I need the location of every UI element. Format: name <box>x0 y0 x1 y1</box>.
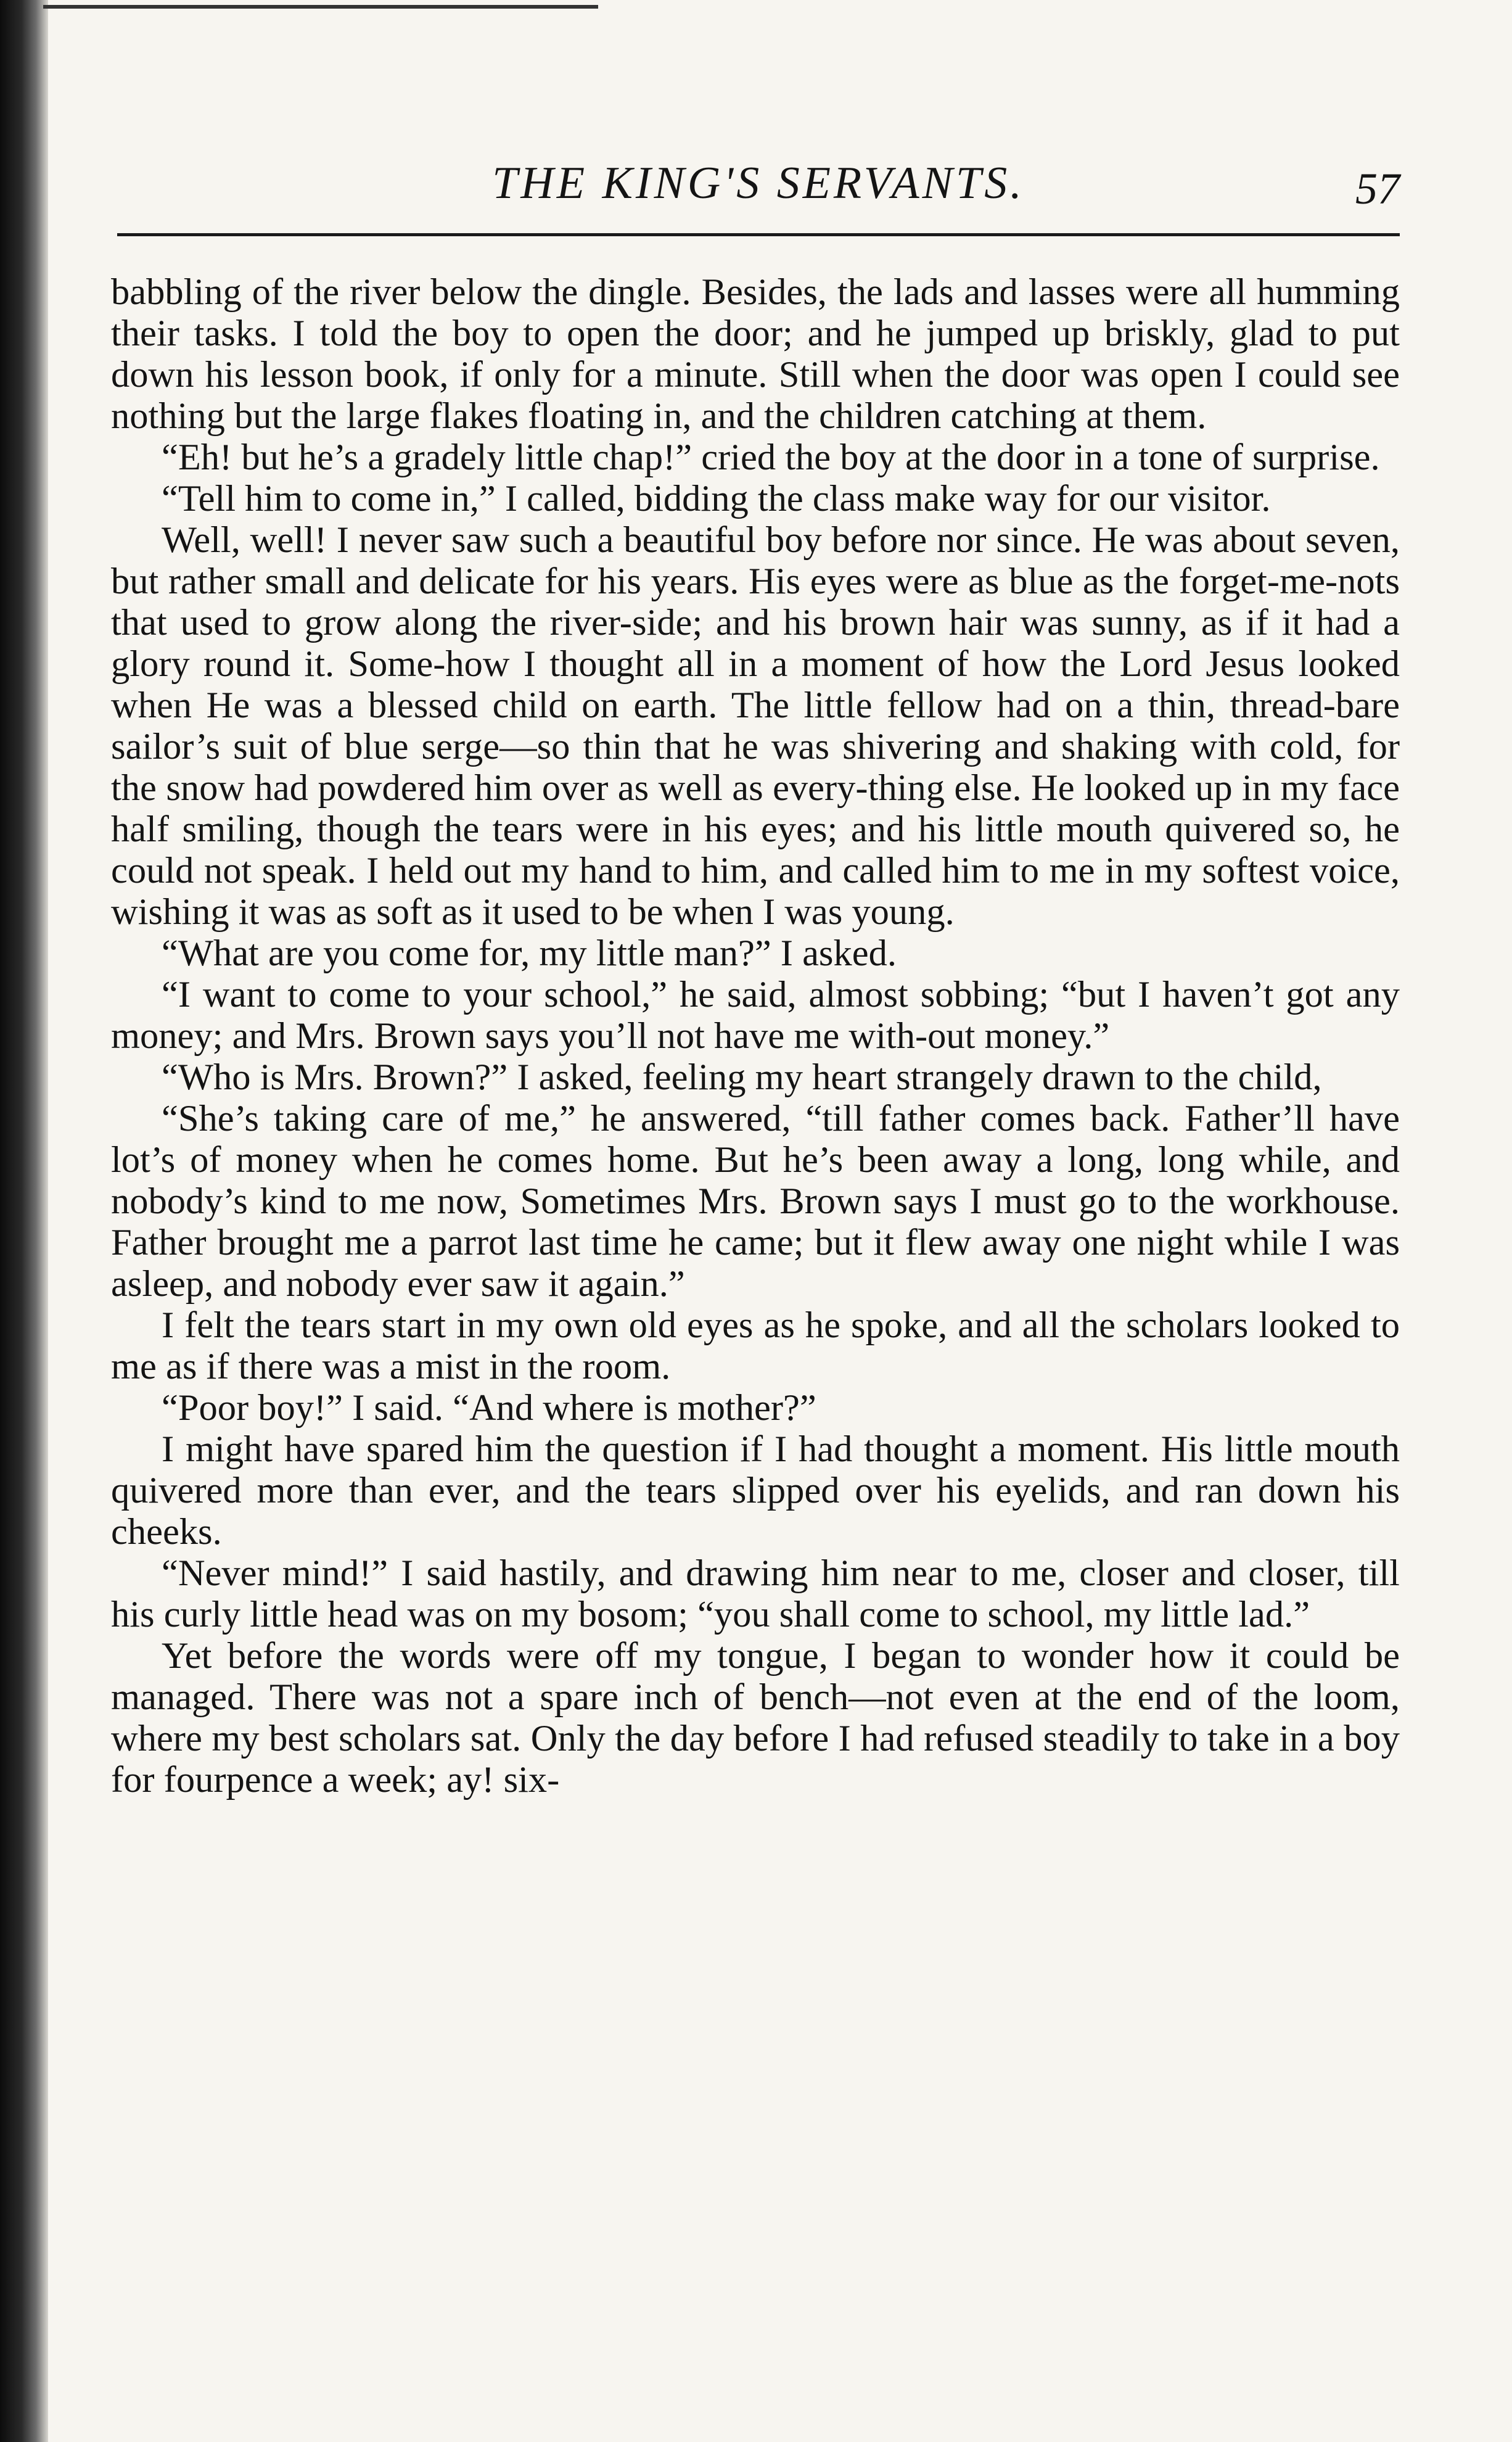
paragraph: “Poor boy!” I said. “And where is mother?” <box>162 1387 816 1429</box>
page-number: 57 <box>1355 164 1400 213</box>
header-rule <box>117 233 1400 236</box>
paragraph: “What are you come for, my little man?” I asked. <box>162 933 897 974</box>
paragraph: “Never mind!” I said hastily, and drawing him near to me, closer and closer, till his curly little head was on my bosom; “you shall come to school, my little lad.” <box>111 1553 1400 1635</box>
paragraph: babbling of the river below the dingle. Besides, the lads and lasses were all humming their tasks. I told the boy to open the door; and he jumped up briskly, glad to put down his lesson book, if only for a minute. Still when the door was open I could see nothing but the large flakes floating in, and the children catching at them. <box>111 271 1400 437</box>
paragraph: Well, well! I never saw such a beautiful boy before nor since. He was about seven, but rather small and delicate for his years. His eyes were as blue as the forget-me-nots that used to grow along the river-side; and his brown hair was sunny, as if it had a glory round it. Some-how I thought all in a moment of how the Lord Jesus looked when He was a blessed child on earth. The little fellow had on a thin, thread-bare sailor’s suit of blue serge—so thin that he was shivering and shaking with cold, for the snow had powdered him over as well as every-thing else. He looked up in my face half smiling, though the tears were in his eyes; and his little mouth quivered so, he could not speak. I held out my hand to him, and called him to me in my softest voice, wishing it was as soft as it used to be when I was young. <box>111 519 1400 933</box>
paragraph: I felt the tears start in my own old eyes as he spoke, and all the scholars looked to me as if there was a mist in the room. <box>111 1305 1400 1387</box>
book-spine-shadow <box>0 0 48 2442</box>
running-header <box>117 157 1400 225</box>
paragraph: Yet before the words were off my tongue, I began to wonder how it could be managed. There was not a spare inch of bench—not even at the end of the loom, where my best scholars sat. Only the day before I had refused steadily to take in a boy for fourpence a week; ay! six- <box>111 1635 1400 1801</box>
paragraph: “Eh! but he’s a gradely little chap!” cried the boy at the door in a tone of surprise. <box>162 437 1380 478</box>
top-edge-rule <box>43 5 598 9</box>
running-title: THE KING'S SERVANTS. <box>492 158 1025 208</box>
paragraph: “She’s taking care of me,” he answered, “till father comes back. Father’ll have lot’s of money when he comes home. But he’s been away a long, long while, and nobody’s kind to me now, Sometimes Mrs. Brown says I must go to the workhouse. Father brought me a parrot last time he came; but it flew away one night while I was asleep, and nobody ever saw it again.” <box>111 1098 1400 1305</box>
paragraph: I might have spared him the question if I had thought a moment. His little mouth quivered more than ever, and the tears slipped over his eyelids, and ran down his cheeks. <box>111 1429 1400 1553</box>
body-text <box>111 271 1400 1801</box>
paragraph: “Tell him to come in,” I called, bidding the class make way for our visitor. <box>162 478 1271 519</box>
paragraph: “Who is Mrs. Brown?” I asked, feeling my heart strangely drawn to the child, <box>162 1057 1322 1098</box>
paragraph: “I want to come to your school,” he said, almost sobbing; “but I haven’t got any money; and Mrs. Brown says you’ll not have me with-out money.” <box>111 974 1400 1057</box>
